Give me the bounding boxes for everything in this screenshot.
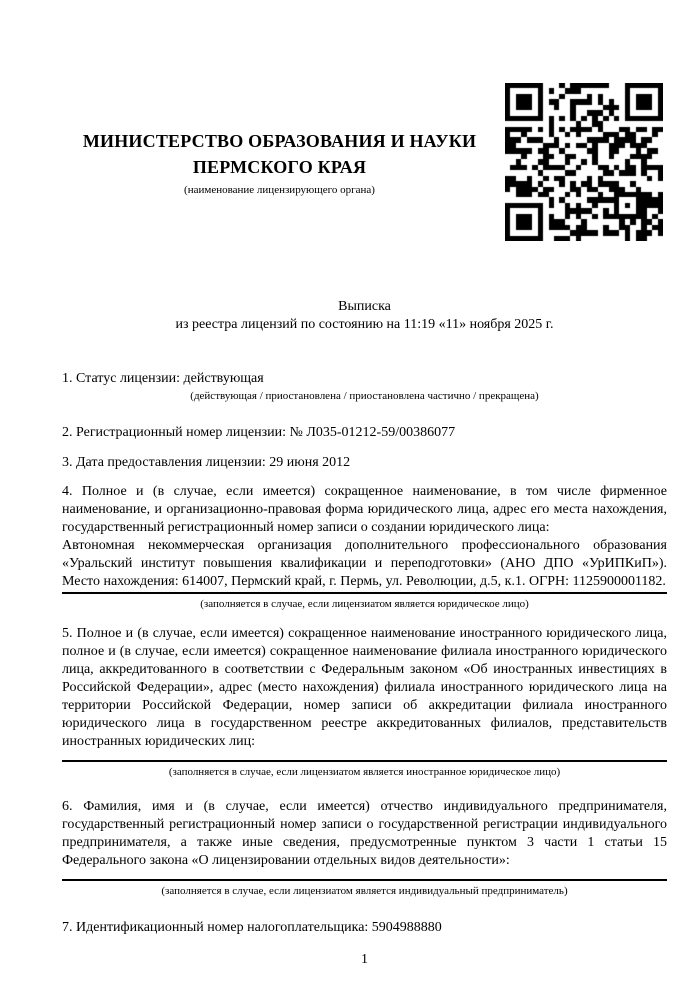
foreign-entity-item <box>62 625 667 779</box>
document-title-line2: из реестра лицензий по состоянию на 11:19 «11» ноября 2025 г. <box>175 317 554 332</box>
blank-field-line <box>62 760 667 762</box>
individual-entrepreneur-item <box>62 798 667 898</box>
document-title-line1: Выписка <box>338 299 391 314</box>
legal-entity-label: 4. Полное и (в случае, если имеется) сокращенное наименование, в том числе фирменное наименование, и организационно-правовая форма юридического лица, адрес его места нахождения, государственный регистрационный номер записи о создании юридического лица: <box>62 484 667 535</box>
grant-date-item <box>62 454 667 472</box>
grant-date-text: 3. Дата предоставления лицензии: 29 июня 2012 <box>62 455 351 470</box>
foreign-entity-label: 5. Полное и (в случае, если имеется) сокращенное наименование иностранного юридического лица, полное и (в случае, если имеется) сокращенное наименование филиала иностранного юридического лица, аккредитованного в соответствии с Федеральным законом «Об иностранных инвестициях в Российской Федерации», адрес (место нахождения) филиала иностранного юридического лица на территории Российской Федерации, номер записи об аккредитации филиала иностранного юридического лица в государственном реестре аккредитованных филиалов, представительств иностранных юридических лиц: <box>62 626 667 749</box>
ministry-name-caption: (наименование лицензирующего органа) <box>184 184 375 196</box>
individual-entrepreneur-label: 6. Фамилия, имя и (в случае, если имеется) отчество индивидуального предпринимателя, государственный регистрационный номер записи о государственной регистрации индивидуального предпринимателя, а также иные сведения, предусмотренные пунктом 3 части 1 статьи 15 Федерального закона «О лицензировании отдельных видов деятельности»: <box>62 799 667 868</box>
license-status-options-caption: (действующая / приостановлена / приостановлена частично / прекращена) <box>190 390 539 402</box>
legal-entity-item <box>62 483 667 611</box>
ministry-name-line1: МИНИСТЕРСТВО ОБРАЗОВАНИЯ И НАУКИ <box>82 131 477 151</box>
taxpayer-number-item <box>62 919 667 937</box>
registration-number-item <box>62 424 667 442</box>
individual-entrepreneur-caption: (заполняется в случае, если лицензиатом является индивидуальный предприниматель) <box>161 885 568 897</box>
qr-code-icon <box>505 83 663 241</box>
taxpayer-number-text: 7. Идентификационный номер налогоплательщика: 5904988880 <box>62 920 442 935</box>
document-title <box>62 298 667 334</box>
license-status-item <box>62 370 667 403</box>
legal-entity-value: Автономная некоммерческая организация дополнительного профессионального образования «Уральский институт повышения квалификации и переподготовки» (АНО ДПО «УрИПКиП»). Место нахождения: 614007, Пермский край, г. Пермь, ул. Революции, д.5, к.1. ОГРН: 1125900001182. <box>62 538 667 589</box>
page-number: 1 <box>361 952 368 967</box>
foreign-entity-caption: (заполняется в случае, если лицензиатом является иностранное юридическое лицо) <box>168 766 561 778</box>
legal-entity-caption: (заполняется в случае, если лицензиатом является юридическое лицо) <box>200 598 529 610</box>
license-status-text: 1. Статус лицензии: действующая <box>62 371 264 386</box>
blank-field-line <box>62 592 667 594</box>
blank-field-line <box>62 879 667 881</box>
licensing-authority-header <box>62 128 497 197</box>
registration-number-text: 2. Регистрационный номер лицензии: № Л035-01212-59/00386077 <box>62 425 456 440</box>
ministry-name-line2: ПЕРМСКОГО КРАЯ <box>192 157 367 177</box>
